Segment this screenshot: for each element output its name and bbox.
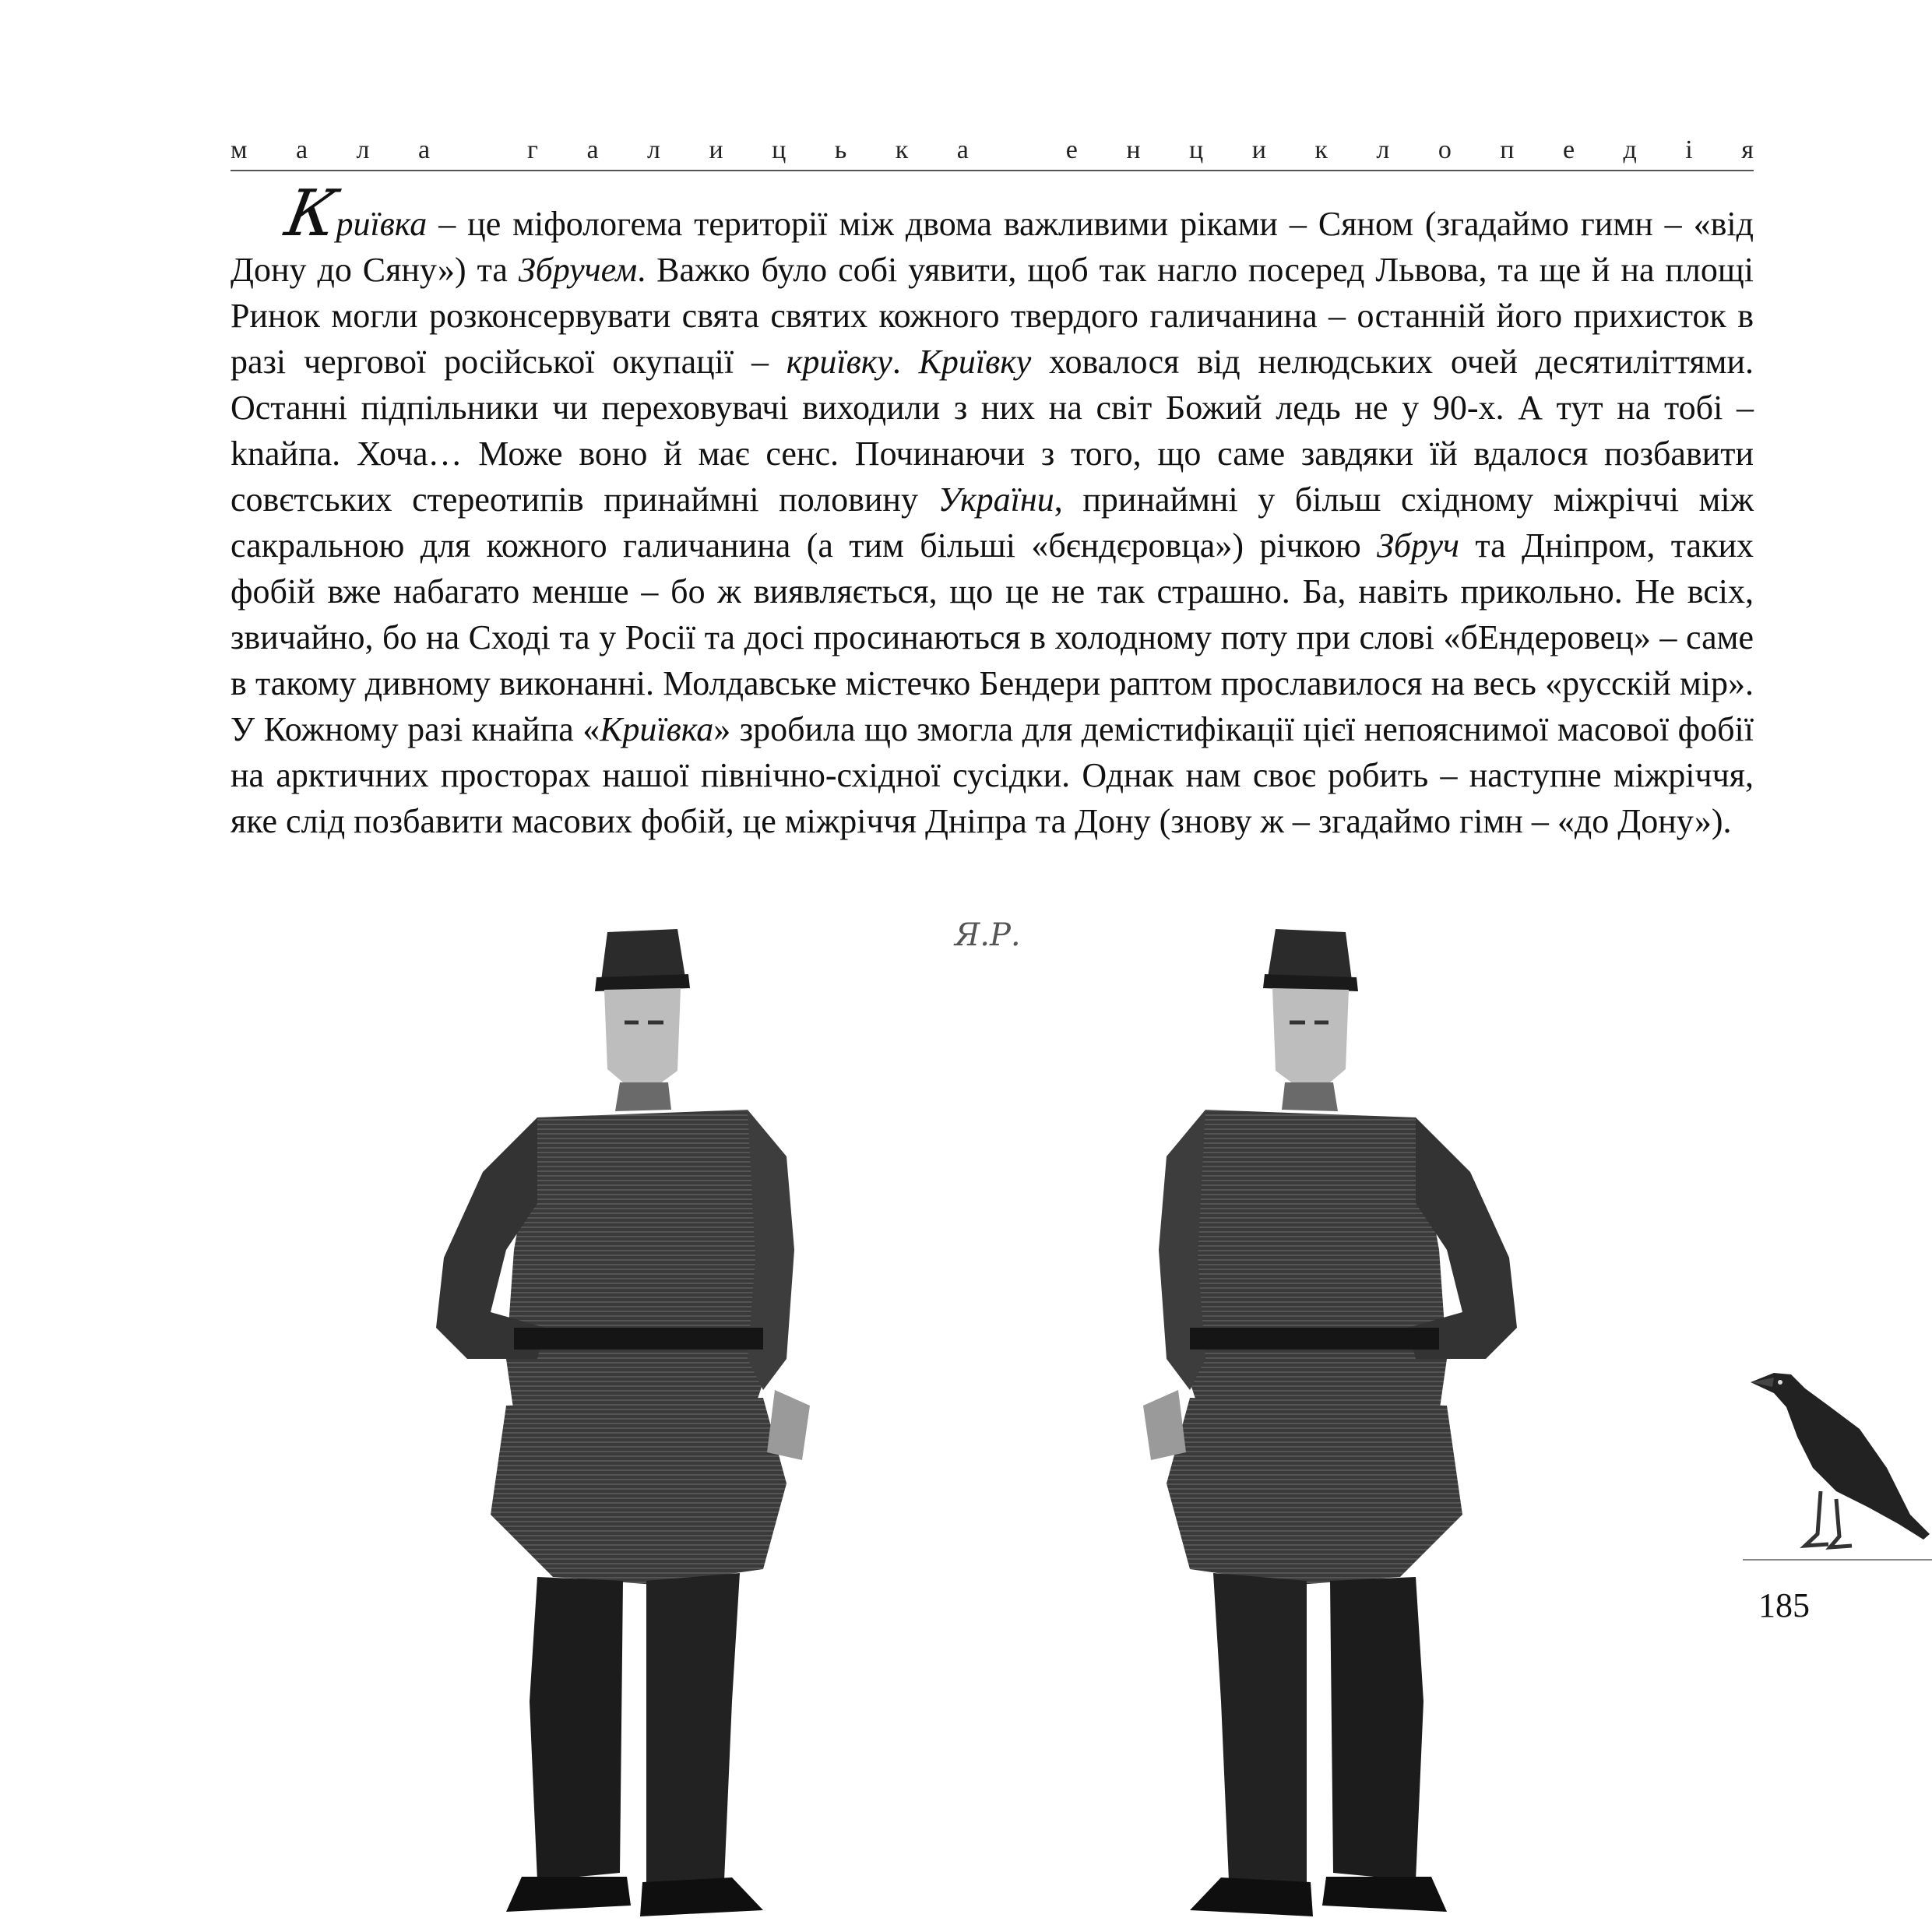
article-title: риївка: [336, 205, 428, 243]
running-head-letter: ь: [834, 135, 847, 164]
running-head-letter: п: [1500, 135, 1515, 164]
running-head-letter: а: [295, 135, 308, 164]
article-body: [231, 177, 1754, 844]
soldier-photo-mirrored: [1128, 923, 1533, 1932]
running-head-letter: к: [895, 135, 909, 164]
soldier-photo: [421, 923, 825, 1932]
running-head-letter: к: [1314, 135, 1328, 164]
author-signature: Я.Р.: [955, 917, 1021, 953]
running-head-letter: л: [1376, 135, 1390, 164]
running-head-letter: л: [647, 135, 660, 164]
running-head: [231, 132, 1754, 165]
running-head-letter: и: [1251, 135, 1266, 164]
crow-illustration: [1743, 1351, 1932, 1577]
header-rule: [231, 170, 1754, 171]
running-head-letter: а: [956, 135, 969, 164]
page-number: 185: [1758, 1586, 1810, 1624]
running-head-letter: ц: [772, 135, 787, 164]
running-head-letter: м: [231, 135, 248, 164]
running-head-letter: ц: [1189, 135, 1204, 164]
running-head-letter: л: [356, 135, 370, 164]
running-head-letter: а: [586, 135, 599, 164]
running-head-letter: о: [1438, 135, 1452, 164]
running-head-letter: я: [1741, 135, 1754, 164]
running-head-letter: д: [1623, 135, 1637, 164]
article-paragraph: Криївка – це міфологема території між двома важливими ріками – Сяном (згадаймо гимн – «від Дону до Сяну») та Збручем. Важко було собі уявити, щоб так нагло посеред Львова, та ще й на площі Ринок могли розконсервувати свята святих кожного твердого галичанина – останній його прихисток в разі чергової російської окупації – криївку. Криївку ховалося від нелюдських очей десятиліттями. Останні підпільники чи переховувачі виходили з них на світ Божий ледь не у 90-х. А тут на тобі – knайпа. Хоча… Може воно й має сенс. Починаючи з того, що саме завдяки їй вдалося позбавити совєтських стереотипів принаймні половину України, принаймні у більш східному міжріччі між сакральною для кожного галичанина (а тим більші «бєндєровца») річкою Збруч та Дніпром, таких фобій вже набагато менше – бо ж виявляється, що це не так страшно. Ба, навіть прикольно. Не всіх, звичайно, бо на Сході та у Росії та досі просинаються в холодному поту при слові «бЕндеровец» – саме в такому дивному виконанні. Молдавське містечко Бендери раптом прославилося на весь «русскій мір». У Кожному разі кнайпа «Криївка» зробила що змогла для демістифікації цієї непояснимої масової фобії на арктичних просторах нашої північно-східної сусідки. Однак нам своє робить – наступне міжріччя, яке слід позбавити масових фобій, це міжріччя Дніпра та Дону (знову ж – згадаймо гімн – «до Дону»).: [231, 177, 1754, 840]
drop-cap: К: [280, 177, 343, 251]
running-head-letter: і: [1685, 135, 1693, 164]
running-head-letter: е: [1065, 135, 1078, 164]
running-head-letter: н: [1126, 135, 1141, 164]
running-head-letter: г: [527, 135, 538, 164]
running-head-letter: и: [709, 135, 723, 164]
running-head-letter: а: [417, 135, 431, 164]
running-head-letter: е: [1562, 135, 1575, 164]
